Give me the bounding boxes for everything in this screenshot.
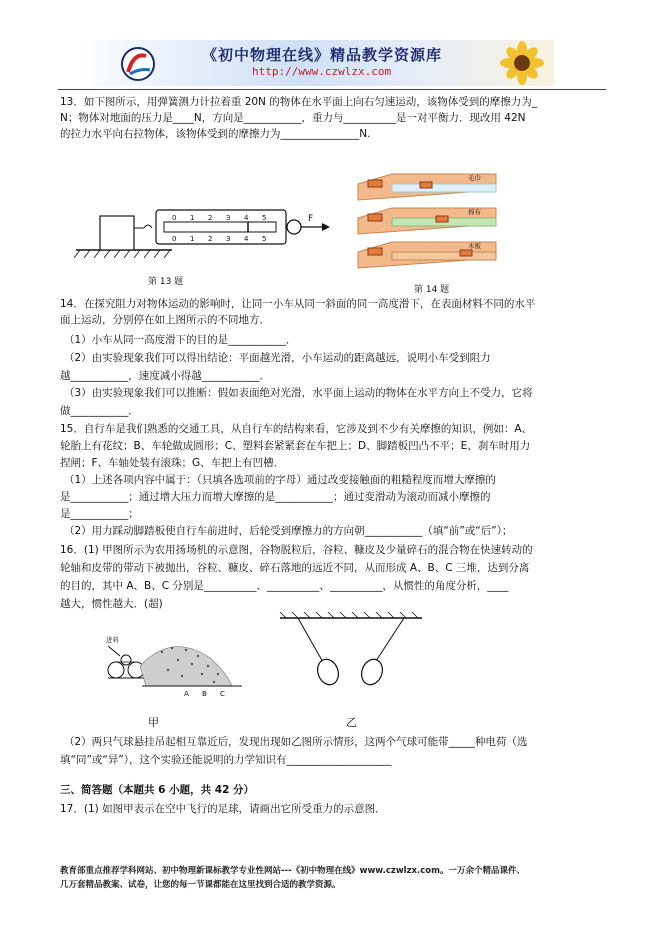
svg-text:5: 5 [262, 235, 267, 243]
feed-label: 进料 [106, 636, 119, 644]
q15-line-5: 是___________；通过增大压力而增大摩擦的是___________；通过变滑动为滚动而减小摩擦的 [60, 491, 491, 503]
q15-line-2: 轮胎上有花纹；B、车轮做成圆形；C、塑料套紧紧套在车把上；D、脚踏板凹凸不平；E、刹车时用力 [60, 440, 531, 452]
q14-line-4: （2）由实验现象我们可以得出结论：平面越光滑，小车运动的距离越远，说明小车受到阻力 [64, 352, 491, 364]
svg-text:3: 3 [226, 214, 231, 222]
svg-text:5: 5 [262, 214, 267, 222]
figure-16a-caption: 甲 [148, 716, 159, 729]
footer-line-1: 教育部重点推荐学科网站、初中物理新课标教学专业性网站---《初中物理在线》www.czwlzx.com。一万余个精品课件、 [60, 866, 525, 876]
q15-line-6: 是___________； [60, 508, 139, 520]
figure-16a-winnower [102, 630, 252, 700]
pile-label-c: C [220, 690, 225, 698]
q16-line-6: 填“同”或“异”），这个实验还能说明的力学知识有____________________ [60, 754, 392, 766]
pile-label-a: A [184, 690, 189, 698]
figure-13-spring-scale [72, 196, 332, 262]
svg-text:3: 3 [226, 235, 231, 243]
figure-16b-balloons [276, 612, 426, 692]
q15-line-3: 捏闸；F、车轴处装有滚珠；G、车把上有凹槽． [60, 457, 285, 469]
svg-text:0: 0 [172, 214, 177, 222]
header-banner [92, 40, 554, 86]
q13-line-2: N；物体对地面的压力是____N，方向是___________，重力与__________是一对平衡力．现改用 42N [60, 112, 526, 124]
footer-line-2: 几万套精品教案、试卷，让您的每一节课都能在这里找到合适的教学资源。 [60, 880, 341, 890]
surface-label-cloth: 棉布 [468, 208, 481, 216]
svg-text:1: 1 [190, 235, 195, 243]
pile-label-b: B [202, 690, 207, 698]
page-footer [60, 864, 608, 892]
q15-line-7: （2）用力踩动脚踏板使自行车前进时，后轮受到摩擦力的方向朝___________（填“前”或“后”）； [64, 525, 513, 537]
surface-label-towel: 毛巾 [468, 174, 481, 182]
svg-text:2: 2 [208, 214, 213, 222]
figure-14-caption: 第 14 题 [414, 285, 450, 295]
q16-line-1: 16．(1) 甲图所示为农用扬场机的示意图，谷物脱粒后，谷粒、糠皮及少量碎石的混合物在快速转动的 [60, 544, 533, 556]
banner-title: 《初中物理在线》精品教学资源库 [202, 46, 443, 64]
q16-line-3: 的目的，其中 A、B、C 分别是__________、__________、__________，从惯性的角度分析，____ [60, 580, 509, 592]
header-rule [58, 89, 606, 90]
q16-line-4: 越大，惯性越大．(超) [60, 598, 163, 610]
sunflower-icon [490, 40, 554, 86]
banner-url: http://www.czwlzx.com [252, 65, 392, 78]
figure-16b-caption: 乙 [346, 716, 357, 729]
q13-line-3: 的拉力水平向右拉物体，该物体受到的摩擦力为_______________N. [60, 128, 371, 140]
svg-text:4: 4 [244, 235, 249, 243]
svg-text:0: 0 [172, 235, 177, 243]
q16-line-2: 轮轴和皮带的带动下被抛出，谷粒、糠皮、碎石落地的远近不同，从而形成 A、B、C 三堆，达到分离 [60, 562, 530, 574]
surface-label-wood: 木板 [468, 242, 481, 250]
figure-14-surfaces [356, 170, 498, 276]
svg-text:4: 4 [244, 214, 249, 222]
figure-13-caption: 第 13 题 [148, 277, 184, 287]
q13-line-1: 13．如下图所示，用弹簧测力计拉着重 20N 的物体在水平面上向右匀速运动，该物体受到的摩擦力为_ [60, 96, 537, 108]
q14-line-5: 越___________，速度减小得越___________． [60, 370, 270, 382]
svg-text:1: 1 [190, 214, 195, 222]
q17-line-1: 17．(1) 如图甲表示在空中飞行的足球，请画出它所受重力的示意图． [60, 803, 386, 815]
q14-line-1: 14．在探究阻力对物体运动的影响时，让同一小车从同一斜面的同一高度滑下，在表面材料不同的水平 [60, 298, 536, 310]
q15-line-4: （1）上述各项内容中属于：（只填各选项前的字母）通过改变接触面的粗糙程度而增大摩擦的 [64, 474, 496, 486]
q14-line-2: 面上运动，分别停在如上图所示的不同地方． [60, 314, 270, 326]
q14-line-6: （3）由实验现象我们可以推断：假如表面绝对光滑，水平面上运动的物体在水平方向上不受力，它将 [64, 387, 533, 399]
q15-line-1: 15．自行车是我们熟悉的交通工具，从自行车的结构来看，它涉及到不少有关摩擦的知识，例如：A、 [60, 423, 533, 435]
svg-text:2: 2 [208, 235, 213, 243]
section-3-heading: 三、简答题（本题共 6 小题，共 42 分） [60, 784, 255, 796]
q16-line-5: （2）两只气球悬挂吊起相互靠近后，发现出现如乙图所示情形，这两个气球可能带_____种电荷（选 [64, 736, 528, 748]
site-logo-icon [116, 46, 160, 82]
q14-line-3: （1）小车从同一高度滑下的目的是___________． [64, 334, 297, 346]
force-label: F [308, 214, 314, 224]
q14-line-7: 做___________． [60, 405, 139, 417]
